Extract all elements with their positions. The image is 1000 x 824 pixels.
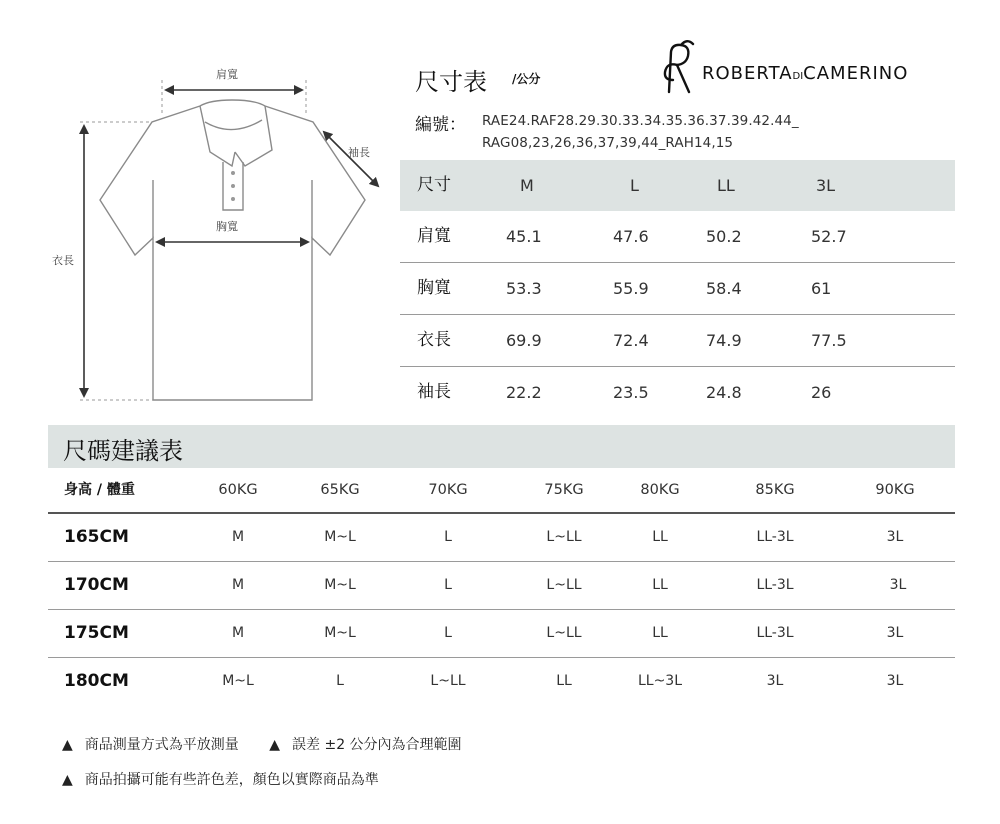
table-cell: LL-3L (756, 529, 794, 545)
table-cell: LL (652, 625, 668, 641)
brand-name (702, 63, 908, 84)
table-cell: 52.7 (811, 227, 847, 246)
row-label: 袖長 (417, 382, 451, 402)
table-cell: 55.9 (613, 279, 649, 298)
table-cell: 47.6 (613, 227, 649, 246)
table-cell: L (444, 529, 452, 545)
table-cell: 3L (766, 673, 784, 689)
table-row (48, 610, 955, 658)
table-cell: M~L (324, 625, 356, 641)
table-cell: LL~3L (637, 673, 683, 689)
triangle-bullet-icon: ▲ (62, 772, 73, 788)
table-cell: LL-3L (756, 577, 794, 593)
weight-col: 70KG (428, 482, 468, 498)
note-tolerance: 誤差 ±2 公分內為合理範圍 (292, 737, 462, 753)
size-table (400, 160, 955, 418)
brand-name-first: ROBERTA (702, 63, 793, 84)
height-label: 165CM (64, 527, 129, 547)
row-label: 胸寬 (417, 278, 451, 298)
table-cell: 3L (889, 577, 907, 593)
product-code-label: 編號： (415, 115, 466, 135)
sleeve-length-label: 袖長 (348, 146, 370, 159)
table-cell: 3L (886, 673, 904, 689)
table-cell: 3L (886, 529, 904, 545)
table-cell: 22.2 (506, 383, 542, 402)
row-label: 衣長 (417, 330, 451, 350)
height-label: 180CM (64, 671, 129, 691)
table-cell: 72.4 (613, 331, 649, 350)
size-header-label: 尺寸 (417, 175, 451, 195)
table-cell: L~LL (430, 673, 466, 689)
table-cell: L~LL (546, 529, 582, 545)
table-cell: L (444, 577, 452, 593)
table-cell: 77.5 (811, 331, 847, 350)
table-cell: 45.1 (506, 227, 542, 246)
table-cell: 23.5 (613, 383, 649, 402)
height-label: 175CM (64, 623, 129, 643)
chest-width-label: 胸寬 (216, 220, 238, 233)
recommend-table (48, 468, 955, 705)
recommend-title-band (48, 425, 955, 468)
table-row (48, 562, 955, 610)
table-cell: L~LL (546, 577, 582, 593)
table-cell: L (336, 673, 344, 689)
brand-name-di: DI (792, 71, 804, 82)
note-color-difference: 商品拍攝可能有些許色差，顏色以實際商品為準 (84, 772, 379, 788)
weight-col: 90KG (875, 482, 915, 498)
weight-col: 65KG (320, 482, 360, 498)
table-cell: 24.8 (706, 383, 742, 402)
note-line-2 (62, 769, 379, 789)
product-code-line-1: RAE24.RAF28.29.30.33.34.35.36.37.39.42.44_ (482, 113, 799, 129)
size-table-header (400, 160, 955, 211)
note-line-1 (62, 734, 462, 754)
table-cell: M~L (324, 529, 356, 545)
table-cell: 58.4 (706, 279, 742, 298)
table-cell: L~LL (546, 625, 582, 641)
table-cell: 74.9 (706, 331, 742, 350)
table-cell: M~L (222, 673, 254, 689)
weight-col: 80KG (640, 482, 680, 498)
garment-length-label: 衣長 (52, 254, 74, 267)
size-col-m: M (520, 176, 534, 195)
table-row (400, 367, 955, 418)
triangle-bullet-icon: ▲ (269, 737, 281, 753)
row-label: 肩寬 (417, 226, 451, 246)
table-cell: 50.2 (706, 227, 742, 246)
table-cell: LL (556, 673, 572, 689)
table-row (48, 514, 955, 562)
table-cell: 69.9 (506, 331, 542, 350)
table-cell: M (231, 625, 245, 641)
table-cell: 3L (886, 625, 904, 641)
table-row (48, 658, 955, 705)
brand-name-last: CAMERINO (803, 63, 909, 84)
shoulder-width-label: 肩寬 (216, 68, 238, 81)
shirt-diagram (40, 60, 400, 410)
recommend-title: 尺碼建議表 (63, 437, 183, 465)
table-cell: LL-3L (756, 625, 794, 641)
triangle-bullet-icon: ▲ (62, 737, 73, 753)
height-label: 170CM (64, 575, 129, 595)
weight-col: 85KG (755, 482, 795, 498)
size-chart-title: 尺寸表 (415, 68, 487, 96)
table-row (400, 211, 955, 263)
size-col-ll: LL (717, 176, 735, 195)
size-col-l: L (630, 176, 639, 195)
weight-col: 60KG (218, 482, 258, 498)
table-cell: 61 (811, 279, 832, 298)
table-cell: M~L (324, 577, 356, 593)
table-cell: LL (652, 529, 668, 545)
brand-logo (657, 40, 957, 100)
height-weight-corner: 身高 / 體重 (64, 482, 135, 498)
table-row (400, 263, 955, 315)
table-cell: L (444, 625, 452, 641)
brand-emblem-icon (657, 40, 697, 100)
table-cell: M (231, 577, 245, 593)
table-cell: 26 (811, 383, 832, 402)
note-measure-method: 商品測量方式為平放測量 (84, 737, 239, 753)
weight-col: 75KG (544, 482, 584, 498)
unit-label: /公分 (512, 72, 541, 86)
recommend-header-row (48, 468, 955, 514)
table-cell: M (231, 529, 245, 545)
size-col-3l: 3L (816, 176, 836, 195)
polo-shirt-outline (40, 60, 400, 410)
product-code-line-2: RAG08,23,26,36,37,39,44_RAH14,15 (482, 135, 734, 151)
table-cell: LL (652, 577, 668, 593)
table-row (400, 315, 955, 367)
table-cell: 53.3 (506, 279, 542, 298)
